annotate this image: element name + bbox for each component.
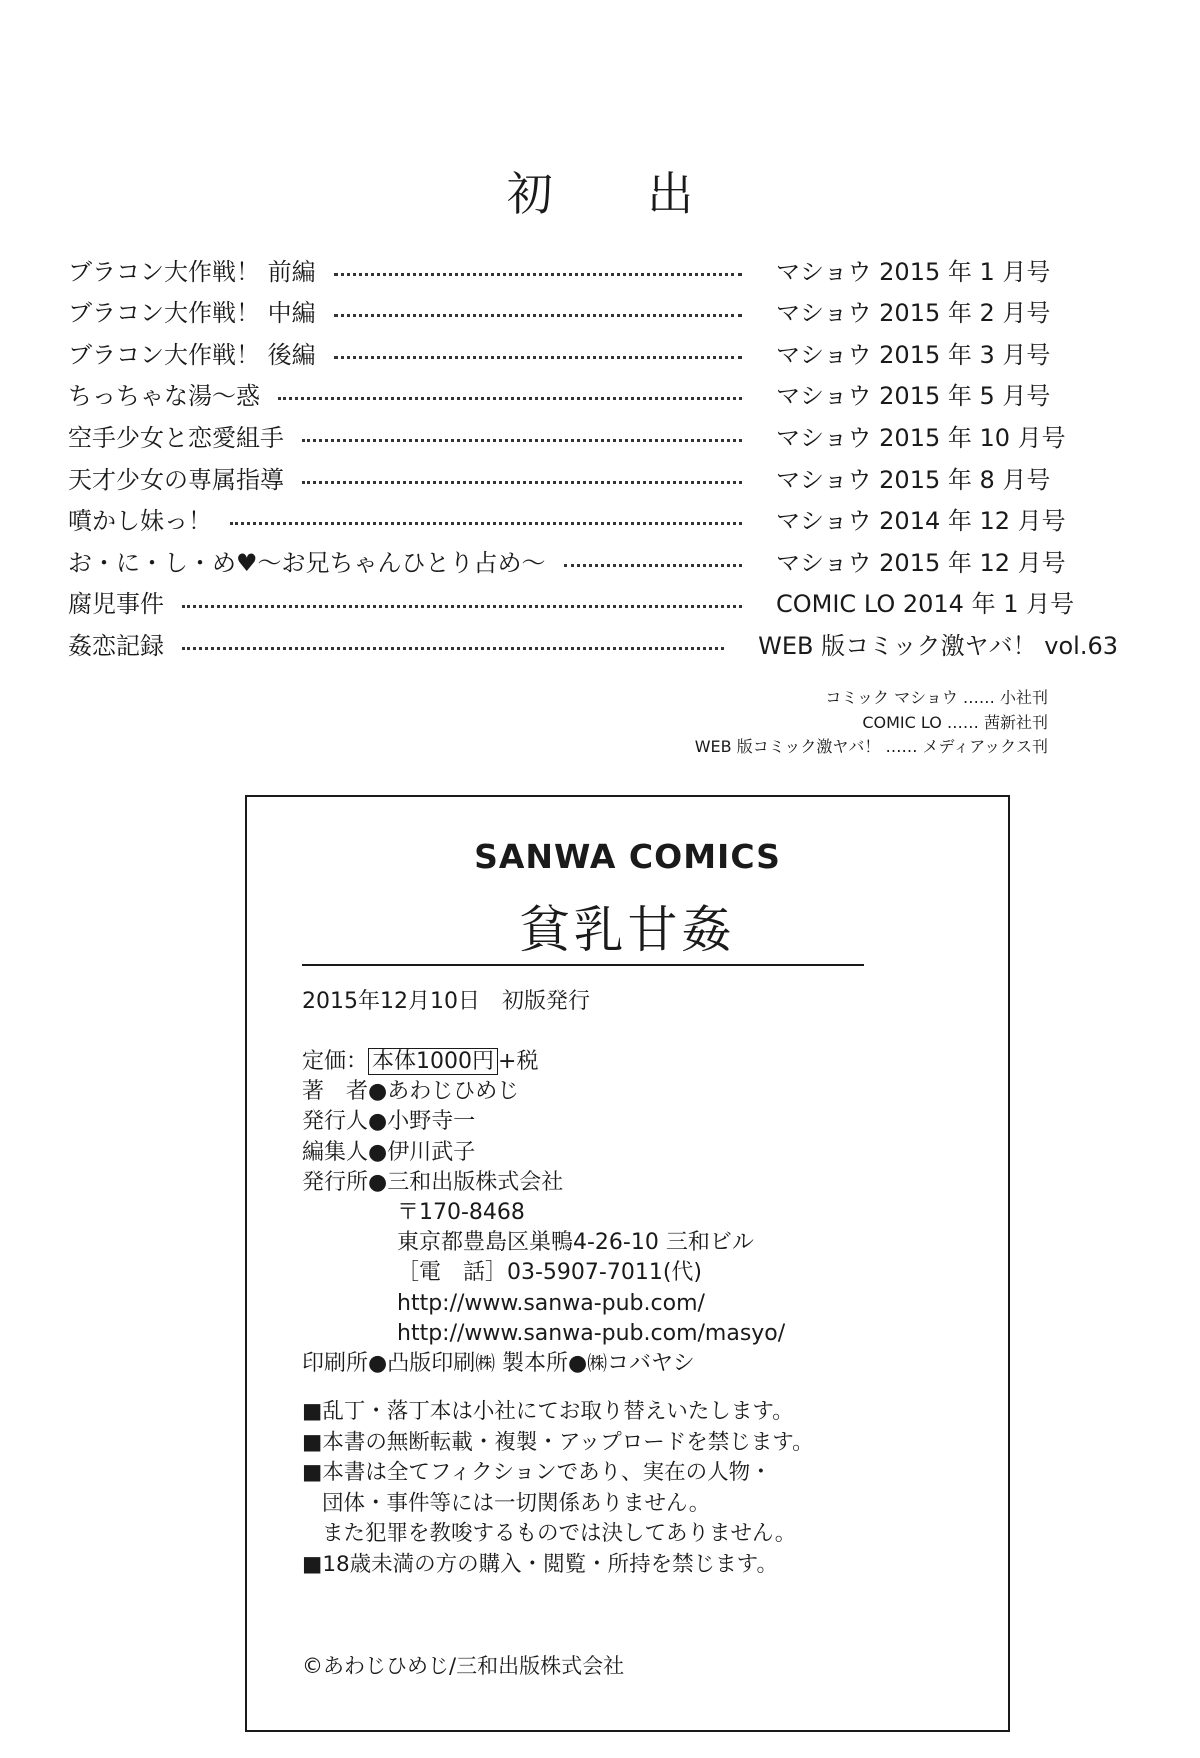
story-title: 噴かし妹っ！: [68, 507, 212, 536]
story-source: マショウ 2015 年 5 月号: [776, 382, 1051, 411]
list-item: [68, 578, 1118, 620]
story-source: マショウ 2014 年 12 月号: [776, 507, 1066, 536]
price-value: 本体1000円: [368, 1048, 498, 1075]
copyright: ©あわじひめじ/三和出版株式会社: [302, 1654, 625, 1678]
author: 著 者●あわじひめじ: [302, 1079, 520, 1105]
publisher-credits: [695, 686, 1048, 760]
publishing-house: 発行所●三和出版株式会社: [302, 1169, 564, 1195]
dot-leader: [334, 356, 742, 359]
colophon: [245, 795, 1010, 1732]
story-title: 姦恋記録: [68, 631, 164, 660]
dot-leader: [334, 314, 742, 317]
dot-leader: [564, 564, 742, 567]
list-item: [68, 245, 1118, 287]
phone: ［電 話］03-5907-7011(代): [397, 1260, 703, 1286]
notice-line: ■乱丁・落丁本は小社にてお取り替えいたします。: [302, 1399, 794, 1424]
printing-label: 印刷所●凸版印刷: [302, 1351, 476, 1377]
dot-leader: [278, 397, 742, 400]
list-item: [68, 495, 1118, 537]
notice-line: また犯罪を教唆するものでは決してありません。: [322, 1521, 797, 1546]
dot-leader: [182, 605, 742, 608]
story-title: お・に・し・め♥～お兄ちゃんひとり占め～: [68, 548, 546, 577]
first-publication-list: [68, 245, 1118, 661]
publication-info: [302, 1047, 785, 1379]
notice-line: 団体・事件等には一切関係ありません。: [322, 1490, 711, 1516]
notice-line: ■18歳未満の方の購入・閲覧・所持を禁じます。: [302, 1551, 778, 1577]
story-title: 天才少女の専属指導: [68, 465, 284, 494]
price-row: [302, 1047, 785, 1077]
notice-line: ■本書の無断転載・複製・アップロードを禁じます。: [302, 1429, 814, 1455]
story-source: マショウ 2015 年 10 月号: [776, 423, 1066, 452]
dot-leader: [302, 439, 742, 442]
printing-mark: ㈱: [475, 1352, 495, 1376]
list-item: [68, 370, 1118, 412]
publisher-credit: コミック マショウ …… 小社刊: [825, 688, 1048, 707]
story-title: 腐児事件: [68, 590, 164, 619]
list-item: [68, 536, 1118, 578]
story-title: ブラコン大作戦！ 中編: [68, 299, 316, 328]
binding-label: 製本所●: [502, 1351, 588, 1377]
story-title: ブラコン大作戦！ 前編: [68, 257, 316, 286]
dot-leader: [334, 273, 742, 276]
address: 東京都豊島区巣鴨4-26-10 三和ビル: [397, 1230, 754, 1256]
url-main: http://www.sanwa-pub.com/: [397, 1290, 705, 1316]
notices: [302, 1397, 814, 1580]
story-source: マショウ 2015 年 12 月号: [776, 548, 1066, 577]
story-source: COMIC LO 2014 年 1 月号: [776, 590, 1075, 619]
list-item: [68, 328, 1118, 370]
price-suffix: +税: [498, 1049, 539, 1074]
notice-line: ■本書は全てフィクションであり、実在の人物・: [302, 1460, 772, 1485]
publisher-credit: COMIC LO …… 茜新社刊: [862, 712, 1048, 732]
story-title: ブラコン大作戦！ 後編: [68, 340, 316, 369]
book-title: 貧乳甘姦: [519, 901, 736, 959]
first-publication-heading: 初 出: [506, 167, 734, 221]
printing-binding: [302, 1349, 785, 1379]
series-name: SANWA COMICS: [474, 837, 781, 876]
issue-date: 2015年12月10日 初版発行: [302, 989, 590, 1014]
dot-leader: [182, 647, 724, 650]
story-source: マショウ 2015 年 1 月号: [776, 257, 1051, 286]
divider: [302, 964, 864, 966]
dot-leader: [302, 481, 742, 484]
dot-leader: [230, 522, 742, 525]
binding-name: コバヤシ: [607, 1351, 695, 1377]
list-item: [68, 619, 1118, 661]
story-title: ちっちゃな湯～惑: [68, 382, 260, 411]
story-source: マショウ 2015 年 2 月号: [776, 299, 1051, 328]
price-label: 定価：: [302, 1049, 369, 1074]
publisher-person: 発行人●小野寺一: [302, 1109, 476, 1135]
list-item: [68, 287, 1118, 329]
story-source: WEB 版コミック激ヤバ！ vol.63: [758, 631, 1118, 660]
editor: 編集人●伊川武子: [302, 1139, 476, 1165]
publisher-credit: WEB 版コミック激ヤバ！ …… メディアックス刊: [694, 737, 1048, 756]
postal-code: 〒170-8468: [397, 1200, 525, 1226]
list-item: [68, 411, 1118, 453]
story-source: マショウ 2015 年 8 月号: [776, 465, 1051, 494]
list-item: [68, 453, 1118, 495]
story-title: 空手少女と恋愛組手: [68, 423, 284, 452]
story-source: マショウ 2015 年 3 月号: [776, 340, 1051, 369]
url-masyo: http://www.sanwa-pub.com/masyo/: [397, 1320, 786, 1346]
binding-mark: ㈱: [587, 1352, 607, 1376]
